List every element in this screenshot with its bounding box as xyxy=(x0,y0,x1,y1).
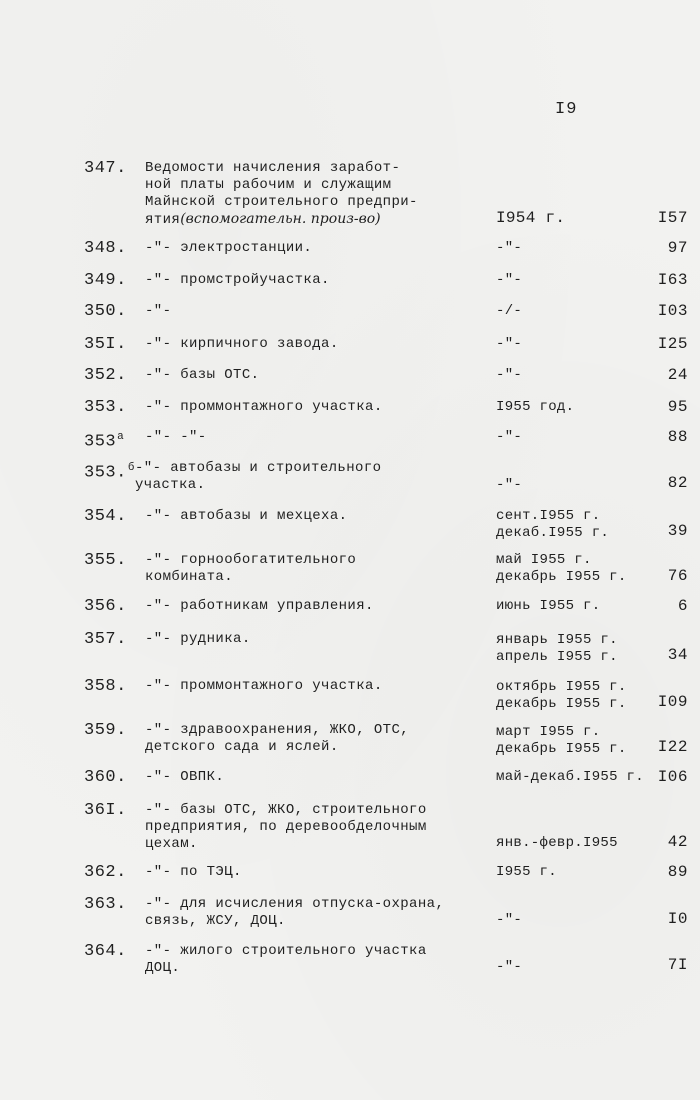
entry-number: 358. xyxy=(84,677,127,696)
entry-count: 42 xyxy=(667,833,688,851)
entry-description: -"- базы ОТС, ЖКО, строительного предприятия, по деревообделочным цехам. xyxy=(145,802,427,852)
entry-count: 6 xyxy=(677,597,688,615)
entry-date: январь I955 г. апрель I955 г. xyxy=(496,632,618,665)
entry-count: I03 xyxy=(657,302,688,320)
entry-date: I955 г. xyxy=(496,864,557,880)
entry-count: 97 xyxy=(667,239,688,257)
entry-date: март I955 г. декабрь I955 г. xyxy=(496,724,627,757)
entry-date: янв.-февр.I955 xyxy=(496,835,618,851)
entry-count: 88 xyxy=(667,428,688,446)
entry-number: 362. xyxy=(84,863,127,882)
entry-count: I25 xyxy=(657,335,688,353)
entry-count: 39 xyxy=(667,522,688,540)
entry-date: I954 г. xyxy=(496,209,566,227)
entry-number: 36I. xyxy=(84,801,127,820)
entry-date: -"- xyxy=(496,272,523,288)
entry-number: 364. xyxy=(84,942,127,961)
entry-description: -"- по ТЭЦ. xyxy=(145,864,242,880)
entry-count: I63 xyxy=(657,271,688,289)
entry-date: сент.I955 г. декаб.I955 г. xyxy=(496,508,610,541)
entry-description: -"- проммонтажного участка. xyxy=(145,399,383,415)
entry-number: 35I. xyxy=(84,335,127,354)
entry-description: -"- -"- xyxy=(145,429,207,445)
entry-description: -"- автобазы и мехцеха. xyxy=(145,508,348,524)
entry-date: июнь I955 г. xyxy=(496,598,601,614)
entry-count: 82 xyxy=(667,474,688,492)
entry-description: -"- xyxy=(145,303,172,319)
entry-description: -"- ОВПК. xyxy=(145,769,225,785)
entry-date: май I955 г. декабрь I955 г. xyxy=(496,552,627,585)
entry-count: I06 xyxy=(657,768,688,786)
entry-description: -"- для исчисления отпуска-охрана, связь, ЖСУ, ДОЦ. xyxy=(145,896,445,929)
entry-description: -"- базы ОТС. xyxy=(145,367,260,383)
entry-number: 347. xyxy=(84,159,127,178)
entry-count: 76 xyxy=(667,567,688,585)
entry-date: -/- xyxy=(496,303,523,319)
page-number: I9 xyxy=(555,100,578,119)
entry-date: -"- xyxy=(496,336,523,352)
entry-number: 354. xyxy=(84,507,127,526)
entry-count: I22 xyxy=(657,738,688,756)
handwritten-note: (вспомогательн. произ-во) xyxy=(180,211,381,227)
entry-number: 352. xyxy=(84,366,127,385)
entry-description: -"- рудника. xyxy=(145,631,251,647)
entry-number: 355. xyxy=(84,551,127,570)
entry-number: 359. xyxy=(84,721,127,740)
entry-number: 353.$^б$ xyxy=(84,462,135,483)
entry-number: 357. xyxy=(84,630,127,649)
entry-description: -"- работникам управления. xyxy=(145,598,374,614)
entry-count: 34 xyxy=(667,646,688,664)
entry-date: -"- xyxy=(496,959,523,975)
entry-number: $353^а$ xyxy=(84,431,125,452)
entry-count: I0 xyxy=(667,910,688,928)
entry-number: 363. xyxy=(84,895,127,914)
entry-description: -"- кирпичного завода. xyxy=(145,336,339,352)
entry-description: -"- промстройучастка. xyxy=(145,272,330,288)
entry-count: 95 xyxy=(667,398,688,416)
entry-description: -"- электростанции. xyxy=(145,240,313,256)
entry-date: -"- xyxy=(496,429,523,445)
entry-date: -"- xyxy=(496,240,523,256)
entry-count: 89 xyxy=(667,863,688,881)
entry-count: 24 xyxy=(667,366,688,384)
entry-description: Ведомости начисления заработ- ной платы рабочим и служащим Майнской строительного предпри- ятия(вспомогательн. произ-во) xyxy=(145,160,418,228)
entry-date: -"- xyxy=(496,367,523,383)
entry-date: октябрь I955 г. декабрь I955 г. xyxy=(496,679,627,712)
entry-date: -"- xyxy=(496,912,523,928)
entry-number: 353. xyxy=(84,398,127,417)
entry-date: -"- xyxy=(496,477,523,493)
entry-count: I09 xyxy=(657,693,688,711)
entry-number: 350. xyxy=(84,302,127,321)
entry-number-suffix: а xyxy=(117,431,125,443)
entry-description: -"- здравоохранения, ЖКО, ОТС, детского сада и яслей. xyxy=(145,722,410,755)
entry-description: -"- автобазы и строительного участка. xyxy=(135,460,382,493)
entry-count: I57 xyxy=(657,209,688,227)
entry-number: 356. xyxy=(84,597,127,616)
entry-number-suffix: б xyxy=(127,462,135,474)
entry-number: 348. xyxy=(84,239,127,258)
entry-description: -"- проммонтажного участка. xyxy=(145,678,383,694)
entry-description: -"- жилого строительного участка ДОЦ. xyxy=(145,943,427,976)
entry-number: 360. xyxy=(84,768,127,787)
entry-date: I955 год. xyxy=(496,399,575,415)
entry-date: май-декаб.I955 г. xyxy=(496,769,644,785)
entry-description: -"- горнообогатительного комбината. xyxy=(145,552,357,585)
entry-number: 349. xyxy=(84,271,127,290)
entry-count: 7I xyxy=(667,956,688,974)
